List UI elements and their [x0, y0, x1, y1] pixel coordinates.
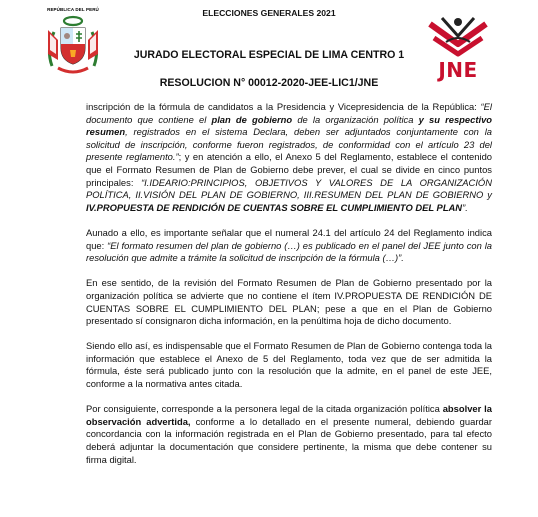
text-run: Por consiguiente, corresponde a la personera legal de la citada organización política [86, 403, 443, 415]
bold-quote-run: plan de gobierno [211, 113, 293, 125]
paragraph-1 [86, 101, 492, 214]
jurado-title: JURADO ELECTORAL ESPECIAL DE LIMA CENTRO 1 [133, 49, 405, 61]
text-run: En ese sentido, de la revisión del Formato Resumen de Plan de Gobierno presentado por la organización política se advierte que no contiene el ítem IV.PROPUESTA DE RENDICIÓN DE CUENTAS SOBRE EL CUMPLIMIENTO DEL PLAN; pese a que en el Plan de Gobierno presentado sí consignaron dicha información, en la penúltima hoja de dicho documento. [86, 277, 492, 327]
resolution-number: RESOLUCION N° 00012-2020-JEE-LIC1/JNE [159, 77, 379, 89]
peru-coat-of-arms-icon [44, 14, 102, 76]
quote-run: “I.IDEARIO:PRINCIPIOS, OBJETIVOS Y VALORES DE LA ORGANIZACIÓN POLÍTICA, II.VISIÓN DEL PLAN DE GOBIERNO, III.RESUMEN DEL PLAN DE GOBIERNO y [86, 176, 492, 201]
bold-quote-run: y su respectivo resumen [86, 113, 493, 138]
quote-run: “El documento que contiene el [86, 101, 492, 125]
quote-run: ”. [462, 201, 468, 213]
shield-caption: REPÚBLICA DEL PERÚ [47, 7, 99, 12]
document-body [86, 101, 492, 479]
text-run: conforme a lo detallado en el presente numeral, debiendo guardar concordancia con la información registrada en el Plan de Gobierno presentado, para tal efecto deberá adjuntar la documentación que considere pertinente, la misma que debe contener su firma digital. [86, 415, 492, 465]
paragraph-4 [86, 340, 492, 390]
paragraph-5 [86, 403, 492, 466]
text-run: ; y en atención a ello, el Anexo 5 del Reglamento, establece el contenido que el Formato Resumen de Plan de Gobierno debe prever, el cual se divide en cinco puntos principales: [86, 151, 492, 188]
document-header [0, 0, 538, 100]
paragraph-2 [86, 227, 492, 265]
quote-run: “El formato resumen del plan de gobierno (…) es publicado en el panel del JEE junto con la resolución que admite a trámite la solicitud de inscripción de la fórmula (…)”. [86, 239, 492, 264]
quote-run: , registrados en el sistema Declara, deben ser adjuntados conjuntamente con la solicitud de inscripción, conforme fueron registrados, de conformidad con el artículo 23 del presente reglamento.” [86, 126, 492, 163]
jne-logo-text: JNE [438, 58, 478, 82]
bold-run: absolver la observación advertida, [86, 403, 492, 427]
text-run: Aunado a ello, es importante señalar que el numeral 24.1 del artículo 24 del Reglamento indica que: [86, 226, 492, 251]
bold-quote-run: IV.PROPUESTA DE RENDICIÓN DE CUENTAS SOBRE EL CUMPLIMIENTO DEL PLAN [86, 201, 463, 213]
text-run: inscripción de la fórmula de candidatos a la Presidencia y Vicepresidencia de la República: [86, 101, 477, 112]
quote-run: de la organización política [292, 113, 419, 125]
text-run: Siendo ello así, es indispensable que el Formato Resumen de Plan de Gobierno contenga toda la información que establece el Anexo de 5 del Reglamento, toda vez que de ser admitida la fórmula, éste será publicado junto con la resolución que la admite, en el panel de este JEE, conforme a la normativa antes citada. [86, 340, 492, 390]
election-title: ELECCIONES GENERALES 2021 [202, 8, 336, 18]
paragraph-3 [86, 277, 492, 327]
